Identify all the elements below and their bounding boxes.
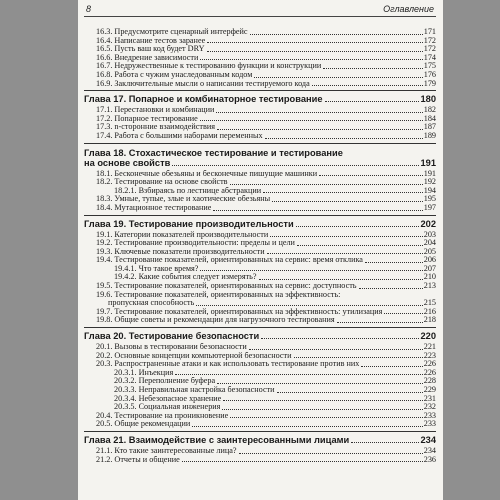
toc-entry bbox=[84, 54, 436, 63]
toc-page-number: 204 bbox=[423, 238, 436, 248]
toc-entry-title: 19.4.1. Что такое время? bbox=[114, 264, 199, 273]
toc-entry bbox=[84, 45, 436, 54]
toc-entry bbox=[84, 273, 436, 282]
toc-entry-title: 20.5. Общие рекомендации bbox=[96, 420, 191, 429]
page-header bbox=[84, 2, 436, 17]
toc-page-number: 226 bbox=[423, 367, 436, 377]
toc-page-number: 182 bbox=[423, 105, 436, 115]
toc-page-number: 226 bbox=[423, 359, 436, 369]
toc-entry bbox=[84, 403, 436, 412]
toc-entry-title: 20.1. Вызовы в тестировании безопасности bbox=[96, 343, 247, 352]
toc-entry-title: 19.7. Тестирование показателей, ориентированных на эффективность: утилизация bbox=[96, 307, 383, 316]
leader-dots bbox=[196, 305, 422, 306]
toc-entry-title: 16.9. Заключительные мысли о написании тестируемого кода bbox=[96, 79, 310, 88]
toc-page-number: 180 bbox=[420, 94, 436, 105]
toc-page-number: 172 bbox=[423, 44, 436, 54]
toc-page-number: 194 bbox=[423, 185, 436, 195]
toc-entry-title: 20.4. Тестирование на проникновение bbox=[96, 411, 229, 420]
toc-entry-title: 19.3. Ключевые показатели производительности bbox=[96, 247, 265, 256]
leader-dots bbox=[277, 392, 423, 393]
toc-entry-title: 20.3.3. Неправильная настройка безопасности bbox=[114, 386, 275, 394]
toc-chapter-entry bbox=[84, 219, 436, 229]
toc-page-number: 218 bbox=[423, 315, 436, 325]
leader-dots bbox=[217, 129, 423, 130]
toc-entry bbox=[84, 62, 436, 71]
toc-page-number: 175 bbox=[423, 61, 436, 71]
chapter-divider bbox=[84, 431, 436, 432]
toc-entry bbox=[84, 195, 436, 204]
toc-entry-title: 19.1. Категории показателей производительности bbox=[96, 230, 269, 239]
toc-entry-title: 16.3. Предусмотрите сценарный интерфейс bbox=[96, 28, 248, 36]
leader-dots bbox=[200, 59, 422, 60]
toc-page-number: 172 bbox=[423, 35, 436, 45]
toc-chapter-entry bbox=[84, 331, 436, 341]
chapter-divider bbox=[84, 215, 436, 216]
toc-page-number: 202 bbox=[420, 218, 436, 229]
leader-dots bbox=[297, 245, 423, 246]
toc-entry bbox=[84, 420, 436, 429]
table-of-contents bbox=[84, 28, 436, 464]
toc-entry bbox=[84, 115, 436, 124]
leader-dots bbox=[365, 262, 423, 263]
leader-dots bbox=[265, 138, 423, 139]
toc-entry bbox=[84, 178, 436, 187]
toc-entry bbox=[84, 360, 436, 369]
toc-entry-title: 19.4. Тестирование показателей, ориентированных на сервис: время отклика bbox=[96, 256, 363, 265]
toc-entry-title: Глава 17. Попарное и комбинаторное тестирование bbox=[84, 94, 323, 105]
toc-page-number: 236 bbox=[423, 454, 436, 464]
toc-entry bbox=[84, 106, 436, 115]
toc-entry bbox=[84, 412, 436, 421]
toc-entry bbox=[84, 80, 436, 89]
toc-entry bbox=[84, 395, 436, 404]
toc-entry-title: Глава 21. Взаимодействие с заинтересованными лицами bbox=[84, 434, 350, 445]
leader-dots bbox=[337, 322, 423, 323]
leader-dots bbox=[272, 201, 423, 202]
toc-page-number: 234 bbox=[420, 434, 436, 445]
toc-entry-title: 20.2. Основные концепции компьютерной безопасности bbox=[96, 351, 292, 360]
toc-chapter-entry bbox=[84, 148, 436, 168]
leader-dots bbox=[359, 288, 423, 289]
leader-dots bbox=[239, 453, 423, 454]
chapter-divider bbox=[84, 90, 436, 91]
toc-entry-title: 18.2. Тестирование на основе свойств bbox=[96, 178, 228, 187]
toc-page-number: 195 bbox=[423, 194, 436, 204]
toc-entry bbox=[84, 187, 436, 196]
leader-dots bbox=[175, 374, 422, 375]
toc-entry-title: 16.4. Написание тестов заранее bbox=[96, 36, 206, 45]
toc-entry-title: 20.3.1. Инъекция bbox=[114, 368, 174, 377]
toc-entry-title: пропускная способность bbox=[108, 299, 195, 308]
running-title: Оглавление bbox=[383, 4, 434, 14]
toc-page-number: 187 bbox=[423, 122, 436, 132]
toc-chapter-title-line bbox=[84, 158, 436, 168]
toc-page-number: 234 bbox=[423, 445, 436, 455]
toc-entry-title: 19.2. Тестирование производительности: пределы и цели bbox=[96, 239, 295, 248]
toc-entry bbox=[84, 456, 436, 465]
toc-page-number: 176 bbox=[423, 69, 436, 79]
toc-entry bbox=[84, 369, 436, 378]
toc-entry-title: 17.2. Попарное тестирование bbox=[96, 114, 198, 123]
toc-entry-title: 20.3.2. Переполнение буфера bbox=[114, 377, 216, 386]
toc-entry bbox=[84, 132, 436, 141]
toc-entry bbox=[84, 352, 436, 361]
toc-entry-title: 17.3. n-сторонние взаимодействия bbox=[96, 123, 216, 132]
toc-page-number: 210 bbox=[423, 272, 436, 282]
leader-dots bbox=[267, 253, 423, 254]
leader-dots bbox=[351, 442, 419, 443]
leader-dots bbox=[222, 409, 422, 410]
toc-entry bbox=[84, 123, 436, 132]
leader-dots bbox=[223, 400, 422, 401]
leader-dots bbox=[207, 51, 423, 52]
toc-page-number: 233 bbox=[423, 419, 436, 429]
toc-entry-title: 21.2. Отчеты и общение bbox=[96, 455, 180, 464]
toc-page-number: 179 bbox=[423, 78, 436, 88]
toc-page-number: 223 bbox=[423, 350, 436, 360]
leader-dots bbox=[259, 279, 423, 280]
leader-dots bbox=[216, 112, 422, 113]
toc-page-number: 213 bbox=[423, 281, 436, 291]
leader-dots bbox=[384, 313, 422, 314]
toc-entry-title: 19.6. Тестирование показателей, ориентированных на эффективность: bbox=[96, 290, 341, 299]
toc-page-number: 229 bbox=[423, 385, 436, 394]
toc-entry bbox=[84, 37, 436, 46]
toc-entry bbox=[84, 316, 436, 325]
toc-entry-title: 18.2.1. Взбираясь по лестнице абстракции bbox=[114, 186, 262, 195]
leader-dots bbox=[261, 338, 419, 339]
leader-dots bbox=[172, 165, 419, 166]
toc-page-number: 207 bbox=[423, 263, 436, 273]
leader-dots bbox=[200, 120, 423, 121]
toc-entry-title: 18.1. Бесконечные обезьяны и бесконечные пишущие машинки bbox=[96, 169, 318, 178]
toc-page-number: 231 bbox=[423, 393, 436, 403]
leader-dots bbox=[249, 349, 423, 350]
leader-dots bbox=[200, 270, 422, 271]
leader-dots bbox=[361, 366, 422, 367]
toc-page-number: 220 bbox=[420, 331, 436, 342]
leader-dots bbox=[294, 357, 423, 358]
toc-entry bbox=[84, 239, 436, 248]
leader-dots bbox=[325, 101, 420, 102]
toc-page-number: 216 bbox=[423, 306, 436, 316]
toc-page-number: 215 bbox=[423, 298, 436, 308]
toc-entry-title: 20.3.4. Небезопасное хранение bbox=[114, 394, 222, 403]
leader-dots bbox=[296, 226, 420, 227]
toc-entry bbox=[84, 386, 436, 395]
toc-entry bbox=[84, 265, 436, 274]
book-page bbox=[78, 0, 443, 500]
leader-dots bbox=[182, 461, 423, 462]
toc-chapter-title-line: Глава 18. Стохастическое тестирование и тестирование bbox=[84, 147, 343, 158]
toc-entry bbox=[84, 170, 436, 179]
toc-entry-title: Глава 20. Тестирование безопасности bbox=[84, 331, 260, 342]
leader-dots bbox=[254, 77, 422, 78]
toc-page-number: 192 bbox=[423, 177, 436, 187]
leader-dots bbox=[263, 192, 423, 193]
toc-entry-title: 18.3. Умные, тупые, злые и хаотические обезьяны bbox=[96, 195, 271, 204]
toc-entry bbox=[84, 377, 436, 386]
toc-entry bbox=[84, 343, 436, 352]
toc-page-number: 184 bbox=[423, 113, 436, 123]
toc-entry-title: Глава 19. Тестирование производительности bbox=[84, 218, 294, 229]
toc-page-number: 171 bbox=[423, 27, 436, 36]
chapter-divider bbox=[84, 327, 436, 328]
toc-page-number: 221 bbox=[423, 342, 436, 352]
leader-dots bbox=[230, 184, 423, 185]
toc-entry bbox=[84, 204, 436, 213]
toc-page-number: 228 bbox=[423, 376, 436, 386]
toc-entry-title: на основе свойств bbox=[84, 157, 171, 168]
leader-dots bbox=[192, 426, 422, 427]
toc-entry bbox=[84, 28, 436, 37]
toc-entry bbox=[84, 231, 436, 240]
toc-entry bbox=[84, 71, 436, 80]
toc-page-number: 197 bbox=[423, 202, 436, 212]
toc-entry-title: 18.4. Мутационное тестирование bbox=[96, 203, 212, 212]
toc-page-number: 189 bbox=[423, 130, 436, 140]
toc-page-number: 232 bbox=[423, 402, 436, 412]
leader-dots bbox=[213, 210, 422, 211]
toc-entry bbox=[84, 447, 436, 456]
toc-entry-title: 19.5. Тестирование показателей, ориентированных на сервис: доступность bbox=[96, 282, 357, 291]
toc-chapter-entry bbox=[84, 94, 436, 104]
toc-entry bbox=[84, 282, 436, 291]
toc-entry-title: 19.4.2. Какие события следует измерять? bbox=[114, 273, 257, 282]
toc-entry-title: 17.4. Работа с большими наборами переменных bbox=[96, 131, 263, 140]
toc-entry bbox=[84, 256, 436, 265]
toc-entry-title: 16.5. Пусть ваш код будет DRY bbox=[96, 45, 205, 54]
leader-dots bbox=[207, 42, 423, 43]
toc-entry bbox=[84, 248, 436, 257]
leader-dots bbox=[250, 34, 423, 35]
toc-entry bbox=[84, 308, 436, 317]
toc-entry-title: 16.7. Недружественные к тестированию функции и конструкции bbox=[96, 62, 322, 71]
toc-page-number: 206 bbox=[423, 255, 436, 265]
toc-page-number: 233 bbox=[423, 410, 436, 420]
leader-dots bbox=[217, 383, 423, 384]
toc-chapter-entry bbox=[84, 435, 436, 445]
toc-entry-title: 21.1. Кто такие заинтересованные лица? bbox=[96, 446, 237, 455]
toc-entry-title: 16.6. Внедрение зависимости bbox=[96, 53, 199, 62]
toc-page-number: 191 bbox=[420, 157, 436, 168]
toc-entry-title: 20.3. Распространенные атаки и как использовать тестирование против них bbox=[96, 360, 360, 369]
toc-entry-title: 19.8. Общие советы и рекомендации для нагрузочного тестирования bbox=[96, 316, 335, 325]
toc-page-number: 205 bbox=[423, 246, 436, 256]
toc-page-number: 191 bbox=[423, 168, 436, 178]
chapter-divider bbox=[84, 143, 436, 144]
leader-dots bbox=[319, 175, 423, 176]
toc-entry bbox=[84, 291, 436, 300]
toc-entry-title: 16.8. Работа с чужим унаследованным кодом bbox=[96, 70, 253, 79]
leader-dots bbox=[312, 85, 423, 86]
leader-dots bbox=[270, 236, 422, 237]
toc-page-number: 174 bbox=[423, 52, 436, 62]
leader-dots bbox=[323, 68, 422, 69]
page-number: 8 bbox=[86, 4, 92, 14]
toc-entry-title: 20.3.5. Социальная инженерия bbox=[114, 403, 221, 412]
toc-entry-title: 17.1. Перестановки и комбинации bbox=[96, 106, 215, 115]
toc-page-number: 203 bbox=[423, 229, 436, 239]
leader-dots bbox=[230, 417, 422, 418]
toc-entry bbox=[84, 299, 436, 308]
